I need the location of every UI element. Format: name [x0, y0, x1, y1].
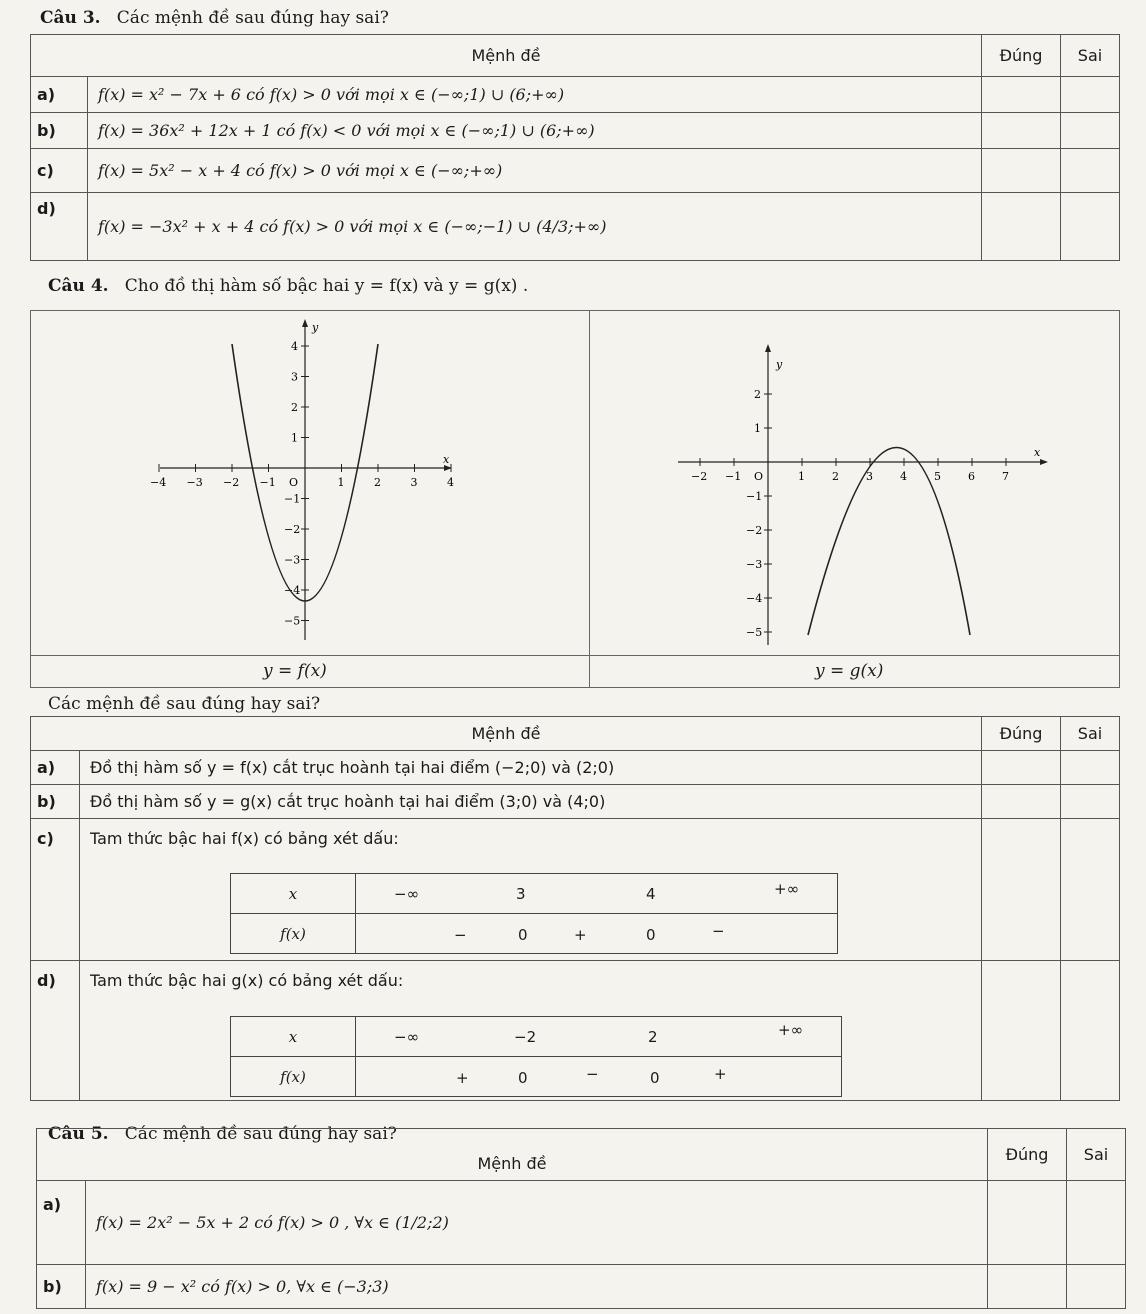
q4-row-b-false-cell[interactable] — [1061, 785, 1120, 819]
sign-d-x3: +∞ — [778, 1021, 804, 1039]
q4-subtitle: Các mệnh đề sau đúng hay sai? — [48, 694, 321, 714]
q3-row-c-label: c) — [31, 149, 88, 193]
sign-c-s3: 0 — [646, 926, 656, 944]
graph-g-ytick: −5 — [746, 626, 763, 639]
q4-row-c-label: c) — [31, 819, 80, 961]
graph-f-xtick: 4 — [447, 476, 454, 489]
sign-d-x1: −2 — [514, 1028, 537, 1046]
sign-c-sign-row — [356, 914, 838, 954]
q5-title: Câu 5. Các mệnh đề sau đúng hay sai? — [48, 1124, 397, 1144]
q3-head-true: Đúng — [982, 35, 1061, 77]
q3-row-d-text: f(x) = −3x² + x + 4 có f(x) > 0 với mọi x ∈ (−∞;−1) ∪ (4/3;+∞) — [88, 193, 982, 261]
q3-row-d-true-cell[interactable] — [982, 193, 1061, 261]
graph-g-xtick: 7 — [1002, 470, 1009, 483]
q3-row-a-label: a) — [31, 77, 88, 113]
q4-row-d-false-cell[interactable] — [1061, 961, 1120, 1101]
graph-g-xtick: −2 — [691, 470, 708, 483]
graph-f-xtick: O — [289, 476, 299, 489]
sign-d-s1: 0 — [518, 1069, 528, 1087]
sign-c-x3: +∞ — [774, 880, 800, 898]
graph-f-xtick: −2 — [223, 476, 240, 489]
sign-d-x2: 2 — [648, 1028, 658, 1046]
graph-f-xtick: 2 — [374, 476, 381, 489]
graph-g-xtick: 1 — [798, 470, 805, 483]
graph-f-y-label: y — [312, 321, 319, 334]
sign-c-x0: −∞ — [394, 885, 420, 903]
sign-d-x0: −∞ — [394, 1028, 420, 1046]
graph-g — [678, 340, 1058, 650]
q5-head-statement: Mệnh đề — [37, 1129, 988, 1181]
q4-row-a-false-cell[interactable] — [1061, 751, 1120, 785]
graph-g-xtick: −1 — [725, 470, 742, 483]
q4-head-true: Đúng — [982, 717, 1061, 751]
sign-c-x-head: x — [231, 874, 356, 914]
q4-row-a-text: Đồ thị hàm số y = f(x) cắt trục hoành tại hai điểm (−2;0) và (2;0) — [80, 751, 982, 785]
graph-f-ytick: 2 — [291, 401, 298, 414]
q4-row-a-label: a) — [31, 751, 80, 785]
graph-f-xtick: −1 — [259, 476, 276, 489]
sign-c-x-row — [356, 874, 838, 914]
graph-g-y-label: y — [776, 358, 783, 371]
q3-row-b-text: f(x) = 36x² + 12x + 1 có f(x) < 0 với mọi x ∈ (−∞;1) ∪ (6;+∞) — [88, 113, 982, 149]
q3-row-a-text: f(x) = x² − 7x + 6 có f(x) > 0 với mọi x ∈ (−∞;1) ∪ (6;+∞) — [88, 77, 982, 113]
graph-f-xtick: 3 — [410, 476, 418, 489]
q4-row-b-text: Đồ thị hàm số y = g(x) cắt trục hoành tại hai điểm (3;0) và (4;0) — [80, 785, 982, 819]
graph-f — [150, 315, 460, 645]
q4-title: Câu 4. Cho đồ thị hàm số bậc hai y = f(x) và y = g(x) . — [48, 276, 529, 296]
q4-head-false: Sai — [1061, 717, 1120, 751]
graph-f-ytick: 1 — [291, 431, 298, 445]
sign-d-x-head: x — [231, 1017, 356, 1057]
sign-d-x-row — [356, 1017, 842, 1057]
sign-table-d — [230, 1016, 842, 1097]
graph-g-ytick: −2 — [746, 524, 763, 537]
q5-row-a-true-cell[interactable] — [988, 1181, 1067, 1265]
graph-g-ytick: 1 — [754, 422, 761, 435]
q4-row-d-true-cell[interactable] — [982, 961, 1061, 1101]
sign-c-s1: 0 — [518, 926, 528, 944]
sign-d-sign-row — [356, 1057, 842, 1097]
q5-head-false: Sai — [1067, 1129, 1126, 1181]
sign-d-s0: + — [456, 1069, 469, 1087]
graph-g-xtick: 5 — [934, 470, 941, 483]
graph-g-xtick: 4 — [900, 470, 907, 483]
q5-row-b-false-cell[interactable] — [1067, 1265, 1126, 1309]
graph-f-caption: y = f(x) — [263, 661, 327, 681]
q4-row-c-text: Tam thức bậc hai f(x) có bảng xét dấu: — [80, 819, 982, 961]
q5-row-a-false-cell[interactable] — [1067, 1181, 1126, 1265]
sign-c-s0: − — [454, 926, 467, 944]
sign-c-x1: 3 — [516, 885, 526, 903]
q4-row-b-label: b) — [31, 785, 80, 819]
graph-g-xtick: 3 — [866, 470, 873, 483]
q3-row-d-false-cell[interactable] — [1061, 193, 1120, 261]
q5-row-b-label: b) — [37, 1265, 86, 1309]
q3-table — [30, 34, 1120, 261]
graph-g-ytick: −4 — [746, 592, 763, 605]
graph-f-ytick: 3 — [291, 370, 298, 384]
q5-head-true: Đúng — [988, 1129, 1067, 1181]
graph-divider — [589, 311, 590, 687]
sign-c-s2: + — [574, 926, 587, 944]
q3-row-b-false-cell[interactable] — [1061, 113, 1120, 149]
graph-g-x-label: x — [1034, 446, 1041, 459]
q5-row-a-text: f(x) = 2x² − 5x + 2 có f(x) > 0 , ∀x ∈ (1/2;2) — [86, 1181, 988, 1265]
graph-f-xtick: −3 — [186, 476, 203, 489]
graph-g-ytick: −1 — [746, 490, 763, 503]
q5-row-a-label: a) — [37, 1181, 86, 1265]
q3-head-statement: Mệnh đề — [31, 35, 982, 77]
sign-d-s4: + — [714, 1065, 727, 1083]
q3-row-c-true-cell[interactable] — [982, 149, 1061, 193]
q3-row-c-false-cell[interactable] — [1061, 149, 1120, 193]
q3-row-d-label: d) — [31, 193, 88, 261]
q5-table — [36, 1128, 1126, 1309]
q4-row-c-false-cell[interactable] — [1061, 819, 1120, 961]
sign-d-s3: 0 — [650, 1069, 660, 1087]
q4-head-statement: Mệnh đề — [31, 717, 982, 751]
q5-row-b-true-cell[interactable] — [988, 1265, 1067, 1309]
graph-g-xtick: 6 — [968, 470, 975, 483]
q3-row-a-true-cell[interactable] — [982, 77, 1061, 113]
graph-g-ytick: 2 — [754, 388, 761, 401]
q5-row-b-text: f(x) = 9 − x² có f(x) > 0, ∀x ∈ (−3;3) — [86, 1265, 988, 1309]
q3-title: Câu 3. Các mệnh đề sau đúng hay sai? — [40, 8, 389, 28]
graph-f-xtick: −4 — [150, 476, 167, 489]
q4-row-d-text: Tam thức bậc hai g(x) có bảng xét dấu: — [80, 961, 982, 1101]
graph-f-x-label: x — [443, 453, 450, 466]
graph-f-ytick: 4 — [291, 340, 298, 353]
q3-row-b-label: b) — [31, 113, 88, 149]
q4-row-d-label: d) — [31, 961, 80, 1101]
sign-d-s2: − — [586, 1065, 599, 1083]
q3-row-c-text: f(x) = 5x² − x + 4 có f(x) > 0 với mọi x ∈ (−∞;+∞) — [88, 149, 982, 193]
graph-f-ytick: −3 — [284, 553, 301, 567]
graph-g-caption: y = g(x) — [815, 661, 884, 681]
graph-f-ytick: −1 — [284, 492, 301, 506]
q3-head-false: Sai — [1061, 35, 1120, 77]
q3-row-b-true-cell[interactable] — [982, 113, 1061, 149]
sign-d-fx-head: f(x) — [231, 1057, 356, 1097]
graph-g-ytick: −3 — [746, 558, 763, 571]
sign-c-fx-head: f(x) — [231, 914, 356, 954]
graph-f-ytick: −4 — [284, 584, 301, 597]
graph-f-xtick: 1 — [337, 476, 345, 489]
graph-f-ytick: −2 — [284, 523, 301, 536]
graph-g-xtick: 2 — [832, 470, 839, 483]
q4-row-c-true-cell[interactable] — [982, 819, 1061, 961]
q4-row-a-true-cell[interactable] — [982, 751, 1061, 785]
graph-g-xtick: O — [754, 470, 764, 483]
graph-f-ytick: −5 — [284, 614, 301, 628]
caption-divider — [31, 655, 1119, 656]
sign-table-c — [230, 873, 838, 954]
q3-row-a-false-cell[interactable] — [1061, 77, 1120, 113]
sign-c-s4: − — [712, 922, 725, 940]
sign-c-x2: 4 — [646, 885, 656, 903]
q4-row-b-true-cell[interactable] — [982, 785, 1061, 819]
